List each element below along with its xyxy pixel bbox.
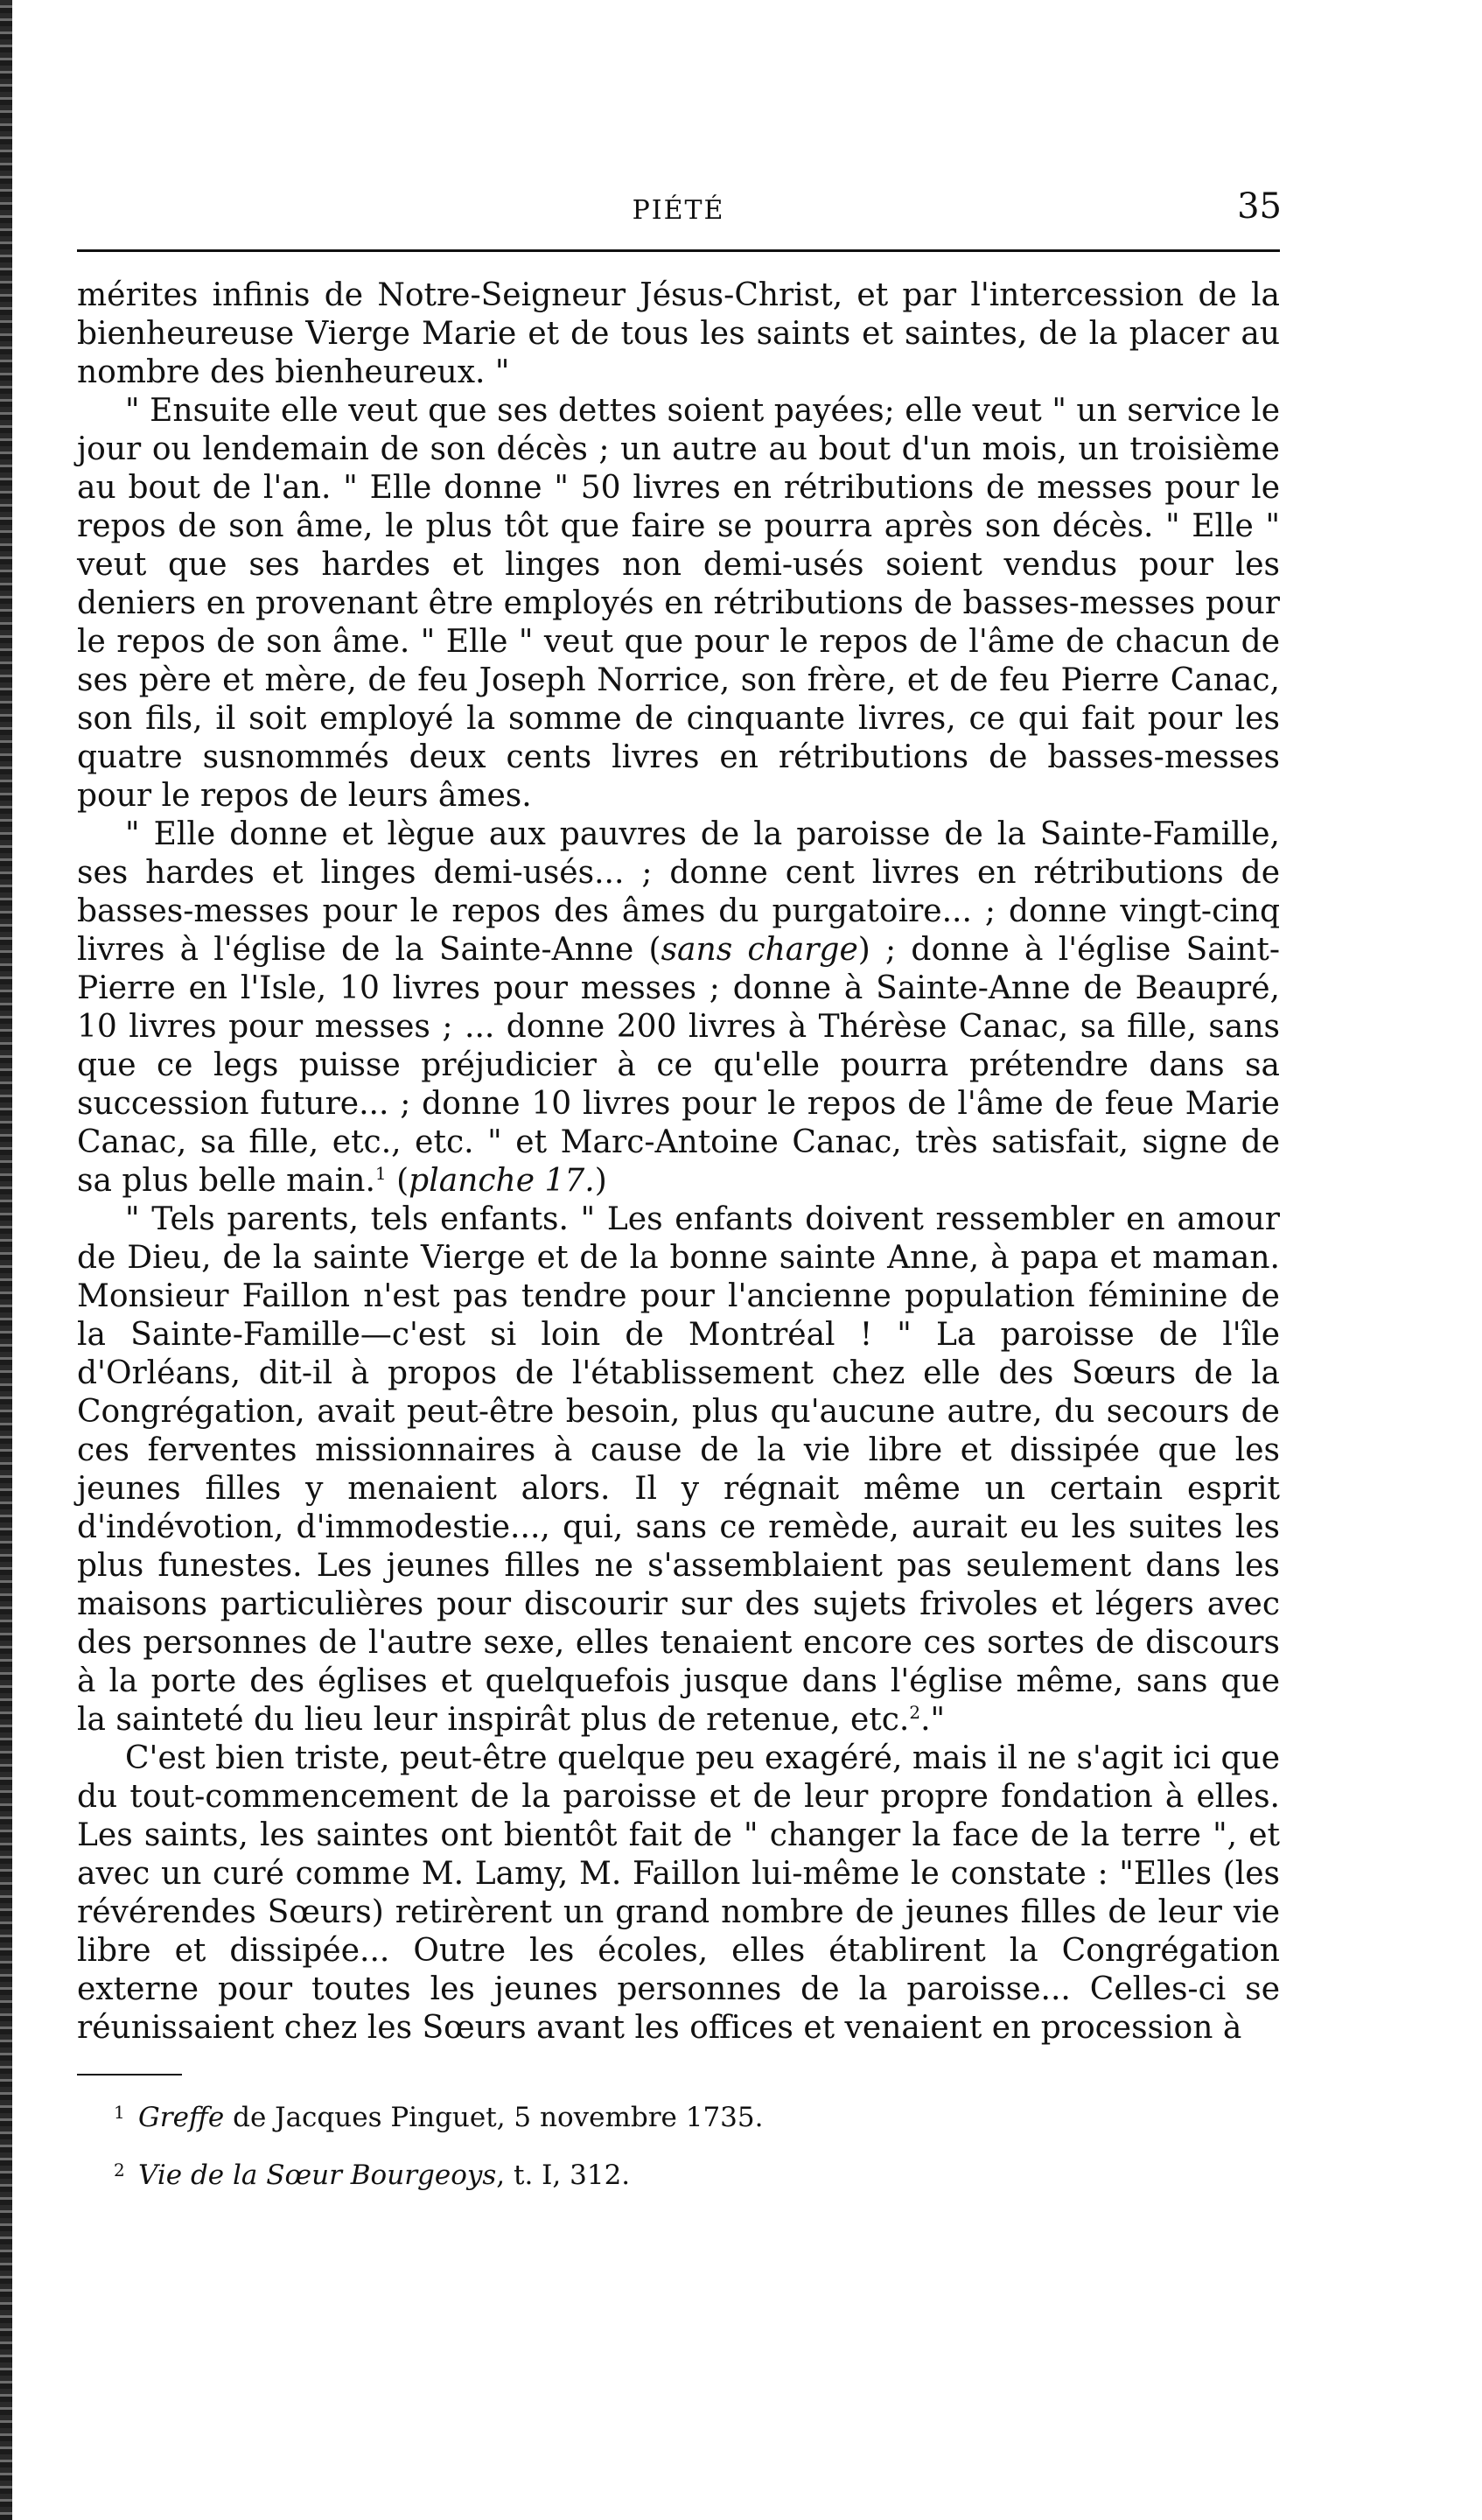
footnote-1	[77, 2100, 1280, 2135]
footnotes	[77, 2100, 1280, 2193]
paragraph-4-text-after: ."	[920, 1702, 946, 1738]
header-rule	[77, 249, 1280, 252]
footnote-2-italic: Vie de la Sœur Bourgeoys	[138, 2160, 497, 2191]
paragraph-5-text: C'est bien triste, peut-être quelque peu exagéré, mais il ne s'agit ici que du tout-commencement de la paroisse et de leur propre fondation à elles. Les saints, les saintes ont bientôt fait de " changer la face de la terre ", et avec un curé comme M. Lamy, M. Faillon lui-même le constate : "Elles (les révérendes Sœurs) retirèrent un grand nombre de jeunes filles de leur vie libre et dissipée... Outre les écoles, elles établirent la Congrégation externe pour toutes les jeunes personnes de la paroisse... Celles-ci se réunissaient chez les Sœurs avant les offices et venaient en procession à	[77, 1740, 1280, 2046]
paragraph-3-close-paren: )	[594, 1163, 607, 1199]
paragraph-1-text: mérites infinis de Notre-Seigneur Jésus-Christ, et par l'intercession de la bienheureuse Vierge Marie et de tous les saints et saintes, de la placer au nombre des bienheureux. "	[77, 277, 1280, 390]
footnote-ref-2[interactable]: 2	[909, 1702, 921, 1723]
paragraph-3	[77, 816, 1280, 1200]
footnote-2-mark: 2	[114, 2160, 125, 2180]
paragraph-3-text-after: ) ; donne à l'église Saint-Pierre en l'Isle, 10 livres pour messes ; donne à Sainte-Anne de Beaupré, 10 livres pour messes ; ... donne 200 livres à Thérèse Canac, sa fille, sans que ce legs puisse préjudicier à ce qu'elle pourra prétendre dans sa succession future... ; donne 10 livres pour le repos de l'âme de feue Marie Canac, sa fille, etc., etc. " et Marc-Antoine Canac, très satisfait, signe de sa plus belle main.	[77, 932, 1280, 1199]
paragraph-3-italic-planche: planche 17.	[409, 1163, 595, 1199]
page-binding-edge	[0, 0, 12, 2520]
footnote-rule	[77, 2074, 182, 2076]
paragraph-1	[77, 276, 1280, 392]
footnote-1-text: de Jacques Pinguet, 5 novembre 1735.	[224, 2102, 764, 2133]
page-number: 35	[1237, 186, 1282, 227]
running-title: PIÉTÉ	[632, 195, 725, 226]
paragraph-2	[77, 392, 1280, 816]
footnote-ref-1[interactable]: 1	[374, 1163, 387, 1184]
footnote-1-mark: 1	[114, 2102, 125, 2123]
paragraph-5	[77, 1740, 1280, 2048]
book-page	[77, 179, 1280, 2216]
footnote-2-text: , t. I, 312.	[496, 2160, 631, 2191]
paragraph-3-text-before: " Elle donne et lègue aux pauvres de la paroisse de la Sainte-Famille, ses hardes et linges demi-usés... ; donne cent livres en rétributions de basses-messes pour le repos des âmes du purgatoire... ; donne vingt-cinq livres à l'église de la Sainte-Anne (	[77, 816, 1280, 968]
paragraph-3-italic-sans-charge: sans charge	[661, 932, 858, 968]
paragraph-3-open-paren: (	[386, 1163, 409, 1199]
body-text	[77, 276, 1280, 2048]
paragraph-2-text: " Ensuite elle veut que ses dettes soient payées; elle veut " un service le jour ou lendemain de son décès ; un autre au bout d'un mois, un troisième au bout de l'an. " Elle donne " 50 livres en rétributions de messes pour le repos de son âme, le plus tôt que faire se pourra après son décès. " Elle " veut que ses hardes et linges non demi-usés soient vendus pour les deniers en provenant être employés en rétributions de basses-messes pour le repos de son âme. " Elle " veut que pour le repos de l'âme de chacun de ses père et mère, de feu Joseph Norrice, son frère, et de feu Pierre Canac, son fils, il soit employé la somme de cinquante livres, ce qui fait pour les quatre susnommés deux cents livres en rétributions de basses-messes pour le repos de leurs âmes.	[77, 393, 1280, 814]
footnote-1-italic: Greffe	[138, 2102, 225, 2133]
paragraph-4	[77, 1200, 1280, 1740]
paragraph-4-text: " Tels parents, tels enfants. " Les enfants doivent ressembler en amour de Dieu, de la sainte Vierge et de la bonne sainte Anne, à papa et maman. Monsieur Faillon n'est pas tendre pour l'ancienne population féminine de la Sainte-Famille—c'est si loin de Montréal ! " La paroisse de l'île d'Orléans, dit-il à propos de l'établissement chez elle des Sœurs de la Congrégation, avait peut-être besoin, plus qu'aucune autre, du secours de ces ferventes missionnaires à cause de la vie libre et dissipée que les jeunes filles y menaient alors. Il y régnait même un certain esprit d'indévotion, d'immodestie..., qui, sans ce remède, aurait eu les suites les plus funestes. Les jeunes filles ne s'assemblaient pas seulement dans les maisons particulières pour discourir sur des sujets frivoles et légers avec des personnes de l'autre sexe, elles tenaient encore ces sortes de discours à la porte des églises et quelquefois jusque dans l'église même, sans que la sainteté du lieu leur inspirât plus de retenue, etc.	[77, 1201, 1280, 1738]
page-header	[77, 179, 1280, 232]
footnote-2	[77, 2158, 1280, 2193]
